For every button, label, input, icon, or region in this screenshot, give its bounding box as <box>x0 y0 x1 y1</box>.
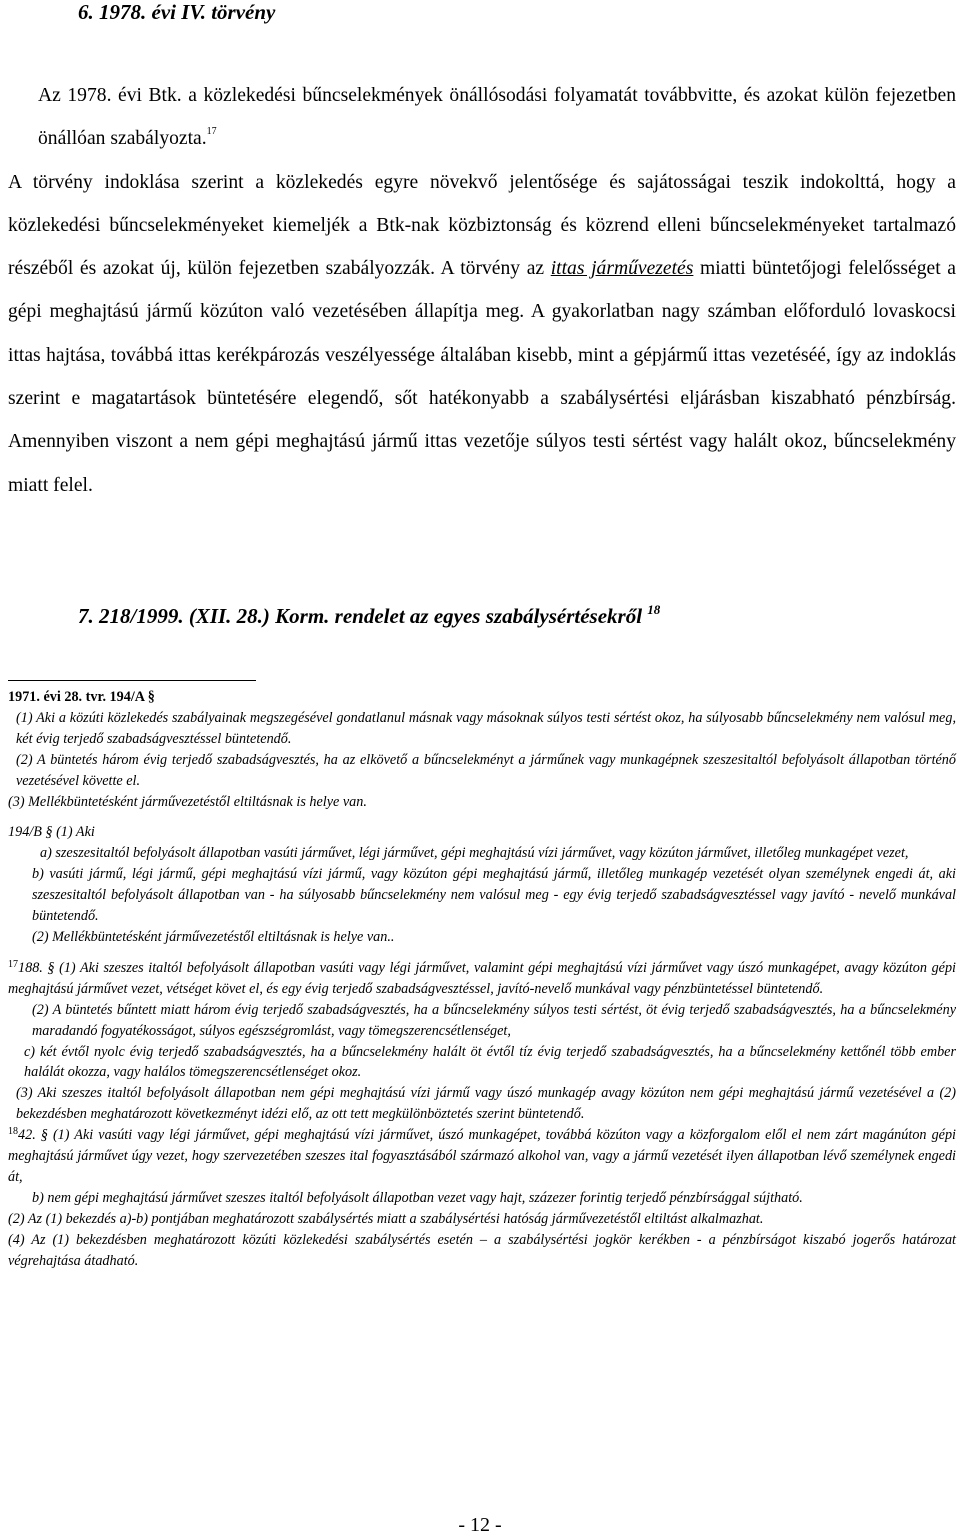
footnote-42-b: b) nem gépi meghajtású járművet szeszes italtól befolyásolt állapotban vezet vagy hajt, százezer forintig terjedő pénzbírsággal sújtható. <box>32 1189 803 1206</box>
footnote-188-c: c) két évtől nyolc évig terjedő szabadságvesztés, ha a bűncselekmény halált öt évtől tíz évig terjedő szabadságvesztés, ha a bűncselekmény kettőnél több ember halálát okozza, vagy halálos tömegszerencsétlenséget okoz. <box>24 1043 956 1081</box>
footnote-17-p3: (3) Mellékbüntetésként járművezetéstől eltiltásnak is helye van. <box>8 793 367 810</box>
footnote-188-p1 <box>8 958 956 1000</box>
footnote-separator <box>8 680 256 681</box>
footnote-188-p1-text: 188. § (1) Aki szeszes italtól befolyásolt állapotban vasúti vagy légi járművet, valamint gépi meghajtású vízi járművet vagy úszó munkagépet, avagy közúton gépi meghajtású járművet vezet, vétséget követ el, és egy évig terjedő szabadságvesztéssel, javító-nevelő munkával vagy pénzbüntetéssel büntetendő. <box>8 959 956 997</box>
footnote-ref-18: 18 <box>647 602 661 617</box>
footnote-194b-a: a) szeszesitaltól befolyásolt állapotban vasúti járművet, légi járművet, gépi meghajtású vízi járművet, vagy közúton járművet, illetőleg munkagépet vezet, <box>40 845 909 862</box>
footnote-194b-title: 194/B § (1) Aki <box>8 824 95 841</box>
footnote-188-p2: (2) A büntetés bűntett miatt három évig terjedő szabadságvesztés, ha a bűncselekmény súlyos testi sértést, öt évig terjedő szabadságvesztés, ha a bűncselekmény maradandó fogyatékosságot, súlyos egészségromlást, vagy tömegszerencsétlenséget, <box>32 1001 956 1039</box>
footnote-42-p1-text: 42. § (1) Aki vasúti vagy légi járművet, gépi meghajtású vízi járművet, úszó munkagépet, továbbá közúton vagy a közforgalom elől el nem zárt magánúton gépi meghajtású járművet úgy vezet, hogy szervezetében szeszes ital fogyasztásából származó alkohol van, vagy a jármű vezetését ilyen állapotban lévő személynek engedi át, <box>8 1127 956 1185</box>
footnote-42-p2: (2) Az (1) bekezdés a)-b) pontjában meghatározott szabálysértés miatt a szabálysértési hatóság járművezetéstől eltiltást alkalmazhat. <box>8 1210 764 1227</box>
indoklas-text-2: miatti büntetőjogi felelősséget a gépi meghajtású jármű közúton való vezetésében állapítja meg. A gyakorlatban nagy számban előforduló lovaskocsi ittas hajtása, továbbá ittas kerékpározás veszélyessége általában kisebb, mint a gépjármű ittas vezetéséé, így az indoklás szerint e magatartások büntetésére elegendő, sőt hatékonyabb a szabálysértési eljárásban kiszabható pénzbírság. Amennyiben viszont a nem gépi meghajtású jármű ittas vezetője súlyos testi sértést vagy halált okoz, bűncselekmény miatt felel. <box>8 258 956 496</box>
footnote-194b-2: (2) Mellékbüntetésként járművezetéstől eltiltásnak is helye van.. <box>32 928 395 945</box>
page-number: - 12 - <box>458 1514 502 1536</box>
paragraph-indoklas <box>8 161 956 507</box>
footnote-188-p3: (3) Aki szeszes italtól befolyásolt állapotban nem gépi meghajtású vízi jármű vagy úszó munkagép avagy közúton nem gépi meghajtású jármű vezetésével a (2) bekezdésben meghatározott következményt idézi elő, az ott tett megkülönböztetés szerint büntetendő. <box>16 1085 956 1123</box>
footnote-17-title: 1971. évi 28. tvr. 194/A § <box>8 689 155 705</box>
footnote-194b-b: b) vasúti jármű, légi jármű, gépi meghajtású vízi jármű, vagy közúton gépi meghajtású jármű, illetőleg munkagép vezetését olyan személynek engedi át, aki szeszesitaltól befolyásolt állapotban van - ha súlyosabb bűncselekmény nem valósul meg - egy évig terjedő szabadságvesztéssel vagy javító - nevelő munkával büntetendő. <box>32 866 956 925</box>
footnote-ref-17: 17 <box>206 126 217 138</box>
section-6-body <box>8 74 956 507</box>
footnote-188-mark: 17 <box>8 958 18 970</box>
footnote-42-p4: (4) Az (1) bekezdésben meghatározott közúti közlekedési szabálysértés esetén – a szabálysértési jogkör kerékben - a pénzbírságot kiszabó jogerős határozat végrehajtása átadható. <box>8 1231 956 1269</box>
section-7-heading-text: 7. 218/1999. (XII. 28.) Korm. rendelet az egyes szabálysértésekről <box>78 604 643 628</box>
footnote-42-p1 <box>8 1125 956 1188</box>
paragraph-btk-1978-text: Az 1978. évi Btk. a közlekedési bűncselekmények önállósodási folyamatát továbbvitte, és azokat külön fejezetben önállóan szabályozta. <box>38 85 956 150</box>
paragraph-btk-1978 <box>8 74 956 161</box>
ittas-jarmuvezetes-term: ittas járművezetés <box>550 258 694 280</box>
footnote-17-p2: (2) A büntetés három évig terjedő szabadságvesztés, ha az elkövető a bűncselekményt a járműnek vagy munkagépnek szeszesitaltól befolyásolt állapotban történő vezetésével követte el. <box>16 751 956 789</box>
footnote-area <box>8 687 956 1271</box>
indoklas-text-1: A törvény indoklása szerint a közlekedés egyre növekvő jelentősége és sajátosságai teszik indokolttá, hogy a közlekedési bűncselekményeket kiemeljék a Btk-nak közbiztonság és közrend elleni bűncselekményeket tartalmazó részéből és azokat új, külön fejezetben szabályozzák. A törvény az <box>8 171 956 280</box>
footnote-42-mark: 18 <box>8 1126 18 1138</box>
section-7-heading <box>78 604 660 629</box>
section-6-heading: 6. 1978. évi IV. törvény <box>78 0 276 24</box>
footnote-17-p1: (1) Aki a közúti közlekedés szabályainak megszegésével gondatlanul másnak vagy másoknak súlyos testi sértést okoz, ha súlyosabb bűncselekmény nem valósul meg, két évig terjedő szabadságvesztéssel büntetendő. <box>16 709 956 747</box>
